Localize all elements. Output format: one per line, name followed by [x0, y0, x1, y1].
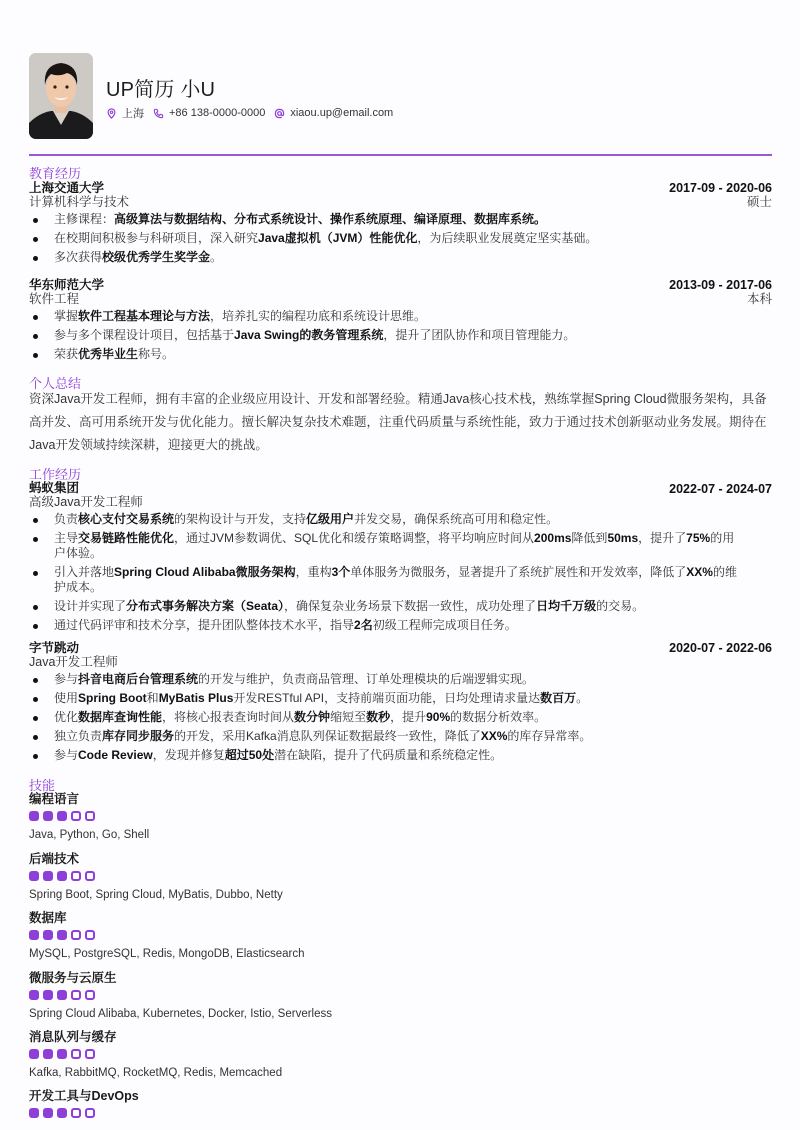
- empty-dot-icon: [85, 811, 95, 821]
- bullet-item: 多次获得校级优秀学生奖学金。: [29, 250, 772, 265]
- empty-dot-icon: [85, 871, 95, 881]
- contact-email: [274, 107, 393, 119]
- bullet-item: 参与多个课程设计项目，包括基于Java Swing的教务管理系统，提升了团队协作和项目管理能力。: [29, 328, 772, 343]
- location-pin-icon: [106, 108, 117, 119]
- major: 计算机科学与技术: [29, 195, 130, 209]
- company-name: 蚂蚁集团: [29, 481, 80, 495]
- bullet-list: [29, 672, 772, 763]
- contact-location: [106, 105, 144, 121]
- date-range: 2020-07 - 2022-06: [669, 641, 772, 655]
- candidate-name: UP简历 小U: [106, 79, 216, 101]
- section-title-skills: 技能: [29, 778, 56, 793]
- skill-name: 数据库: [29, 911, 67, 925]
- filled-dot-icon: [57, 811, 67, 821]
- bullet-item: 设计并实现了分布式事务解决方案（Seata），确保复杂业务场景下数据一致性，成功处理了日均千万级的交易。: [29, 599, 772, 614]
- filled-dot-icon: [57, 871, 67, 881]
- filled-dot-icon: [29, 811, 39, 821]
- bullet-item: 参与Code Review，发现并修复超过50处潜在缺陷，提升了代码质量和系统稳定性。: [29, 748, 772, 763]
- filled-dot-icon: [29, 930, 39, 940]
- skill-item: [29, 911, 772, 961]
- skill-list: MySQL, PostgreSQL, Redis, MongoDB, Elasticsearch: [29, 948, 305, 960]
- skill-item: [29, 792, 772, 842]
- empty-dot-icon: [85, 1108, 95, 1118]
- bullet-list: [29, 512, 772, 633]
- avatar-photo-icon: [29, 53, 93, 139]
- empty-dot-icon: [71, 930, 81, 940]
- at-sign-icon: [274, 108, 285, 119]
- skill-item: [29, 852, 772, 902]
- filled-dot-icon: [43, 1108, 53, 1118]
- empty-dot-icon: [71, 990, 81, 1000]
- empty-dot-icon: [85, 930, 95, 940]
- bullet-item: 负责核心支付交易系统的架构设计与开发，支持亿级用户并发交易，确保系统高可用和稳定性。: [29, 512, 772, 527]
- skill-name: 开发工具与DevOps: [29, 1089, 139, 1103]
- work-entry: [29, 481, 772, 637]
- phone-icon: [153, 108, 164, 119]
- skill-name: 微服务与云原生: [29, 971, 117, 985]
- skill-level-rating: [29, 930, 772, 940]
- skill-list: Kafka, RabbitMQ, RocketMQ, Redis, Memcached: [29, 1067, 283, 1079]
- skill-item: [29, 971, 772, 1021]
- school-name: 上海交通大学: [29, 181, 105, 195]
- filled-dot-icon: [57, 930, 67, 940]
- skill-level-rating: [29, 1049, 772, 1059]
- phone-text[interactable]: +86 138-0000-0000: [169, 107, 266, 119]
- date-range: 2017-09 - 2020-06: [669, 181, 772, 195]
- filled-dot-icon: [29, 990, 39, 1000]
- skill-list: Java, Python, Go, Shell: [29, 829, 150, 841]
- empty-dot-icon: [85, 990, 95, 1000]
- job-title: Java开发工程师: [29, 655, 118, 669]
- skill-item: [29, 1030, 772, 1080]
- empty-dot-icon: [71, 811, 81, 821]
- empty-dot-icon: [85, 1049, 95, 1059]
- empty-dot-icon: [71, 1049, 81, 1059]
- bullet-item: 使用Spring Boot和MyBatis Plus开发RESTful API，支持前端页面功能，日均处理请求量达数百万。: [29, 691, 772, 706]
- filled-dot-icon: [43, 930, 53, 940]
- bullet-item: 独立负责库存同步服务的开发，采用Kafka消息队列保证数据最终一致性，降低了XX%的库存异常率。: [29, 729, 772, 744]
- filled-dot-icon: [43, 811, 53, 821]
- bullet-item: 掌握软件工程基本理论与方法，培养扎实的编程功底和系统设计思维。: [29, 309, 772, 324]
- bullet-item: 主修课程：高级算法与数据结构、分布式系统设计、操作系统原理、编译原理、数据库系统。: [29, 212, 772, 227]
- bullet-item: 荣获优秀毕业生称号。: [29, 347, 772, 362]
- date-range: 2013-09 - 2017-06: [669, 278, 772, 292]
- skill-list: Spring Cloud Alibaba, Kubernetes, Docker, Istio, Serverless: [29, 1008, 332, 1020]
- location-text: 上海: [122, 108, 144, 120]
- header-divider: [29, 154, 772, 156]
- education-entry: [29, 278, 772, 366]
- filled-dot-icon: [29, 871, 39, 881]
- bullet-item: 主导交易链路性能优化，通过JVM参数调优、SQL优化和缓存策略调整，将平均响应时间从200ms降低到50ms，提升了75%的用户体验。: [29, 531, 772, 561]
- section-title-work: 工作经历: [29, 467, 82, 482]
- date-range: 2022-07 - 2024-07: [669, 482, 772, 496]
- skill-name: 编程语言: [29, 792, 80, 806]
- contact-info: [106, 105, 402, 121]
- avatar: [29, 53, 93, 139]
- bullet-list: [29, 309, 772, 362]
- contact-phone: [153, 107, 265, 119]
- bullet-list: [29, 212, 772, 265]
- work-entry: [29, 641, 772, 767]
- filled-dot-icon: [43, 871, 53, 881]
- bullet-item: 在校期间积极参与科研项目，深入研究Java虚拟机（JVM）性能优化，为后续职业发展奠定坚实基础。: [29, 231, 772, 246]
- skill-level-rating: [29, 990, 772, 1000]
- bullet-item: 通过代码评审和技术分享，提升团队整体技术水平，指导2名初级工程师完成项目任务。: [29, 618, 772, 633]
- major: 软件工程: [29, 292, 80, 306]
- skill-list: Spring Boot, Spring Cloud, MyBatis, Dubbo, Netty: [29, 889, 283, 901]
- degree: 硕士: [746, 195, 772, 209]
- filled-dot-icon: [29, 1049, 39, 1059]
- resume-header: [29, 53, 772, 139]
- filled-dot-icon: [57, 1049, 67, 1059]
- empty-dot-icon: [71, 1108, 81, 1118]
- section-title-education: 教育经历: [29, 166, 82, 181]
- bullet-item: 参与抖音电商后台管理系统的开发与维护，负责商品管理、订单处理模块的后端逻辑实现。: [29, 672, 772, 687]
- empty-dot-icon: [71, 871, 81, 881]
- company-name: 字节跳动: [29, 641, 80, 655]
- section-title-summary: 个人总结: [29, 376, 82, 391]
- skill-item: [29, 1089, 772, 1126]
- filled-dot-icon: [57, 990, 67, 1000]
- school-name: 华东师范大学: [29, 278, 105, 292]
- skill-name: 后端技术: [29, 852, 80, 866]
- filled-dot-icon: [57, 1108, 67, 1118]
- education-entry: [29, 181, 772, 269]
- bullet-item: 优化数据库查询性能，将核心报表查询时间从数分钟缩短至数秒，提升90%的数据分析效率。: [29, 710, 772, 725]
- skill-level-rating: [29, 1108, 772, 1118]
- skill-level-rating: [29, 871, 772, 881]
- skill-level-rating: [29, 811, 772, 821]
- bullet-item: 引入并落地Spring Cloud Alibaba微服务架构，重构3个单体服务为微服务，显著提升了系统扩展性和开发效率，降低了XX%的维护成本。: [29, 565, 772, 595]
- skill-name: 消息队列与缓存: [29, 1030, 117, 1044]
- degree: 本科: [746, 292, 772, 306]
- email-text[interactable]: xiaou.up@email.com: [290, 107, 394, 119]
- filled-dot-icon: [29, 1108, 39, 1118]
- filled-dot-icon: [43, 990, 53, 1000]
- job-title: 高级Java开发工程师: [29, 495, 143, 509]
- filled-dot-icon: [43, 1049, 53, 1059]
- summary-text: 资深Java开发工程师，拥有丰富的企业级应用设计、开发和部署经验。精通Java核心技术栈，熟练掌握Spring Cloud微服务架构，具备高并发、高可用系统开发与优化能力。擅长解决复杂技术难题，注重代码质量与系统性能，致力于通过技术创新驱动业务发展。期待在Java开发领域持续深耕，迎接更大的挑战。: [29, 392, 767, 452]
